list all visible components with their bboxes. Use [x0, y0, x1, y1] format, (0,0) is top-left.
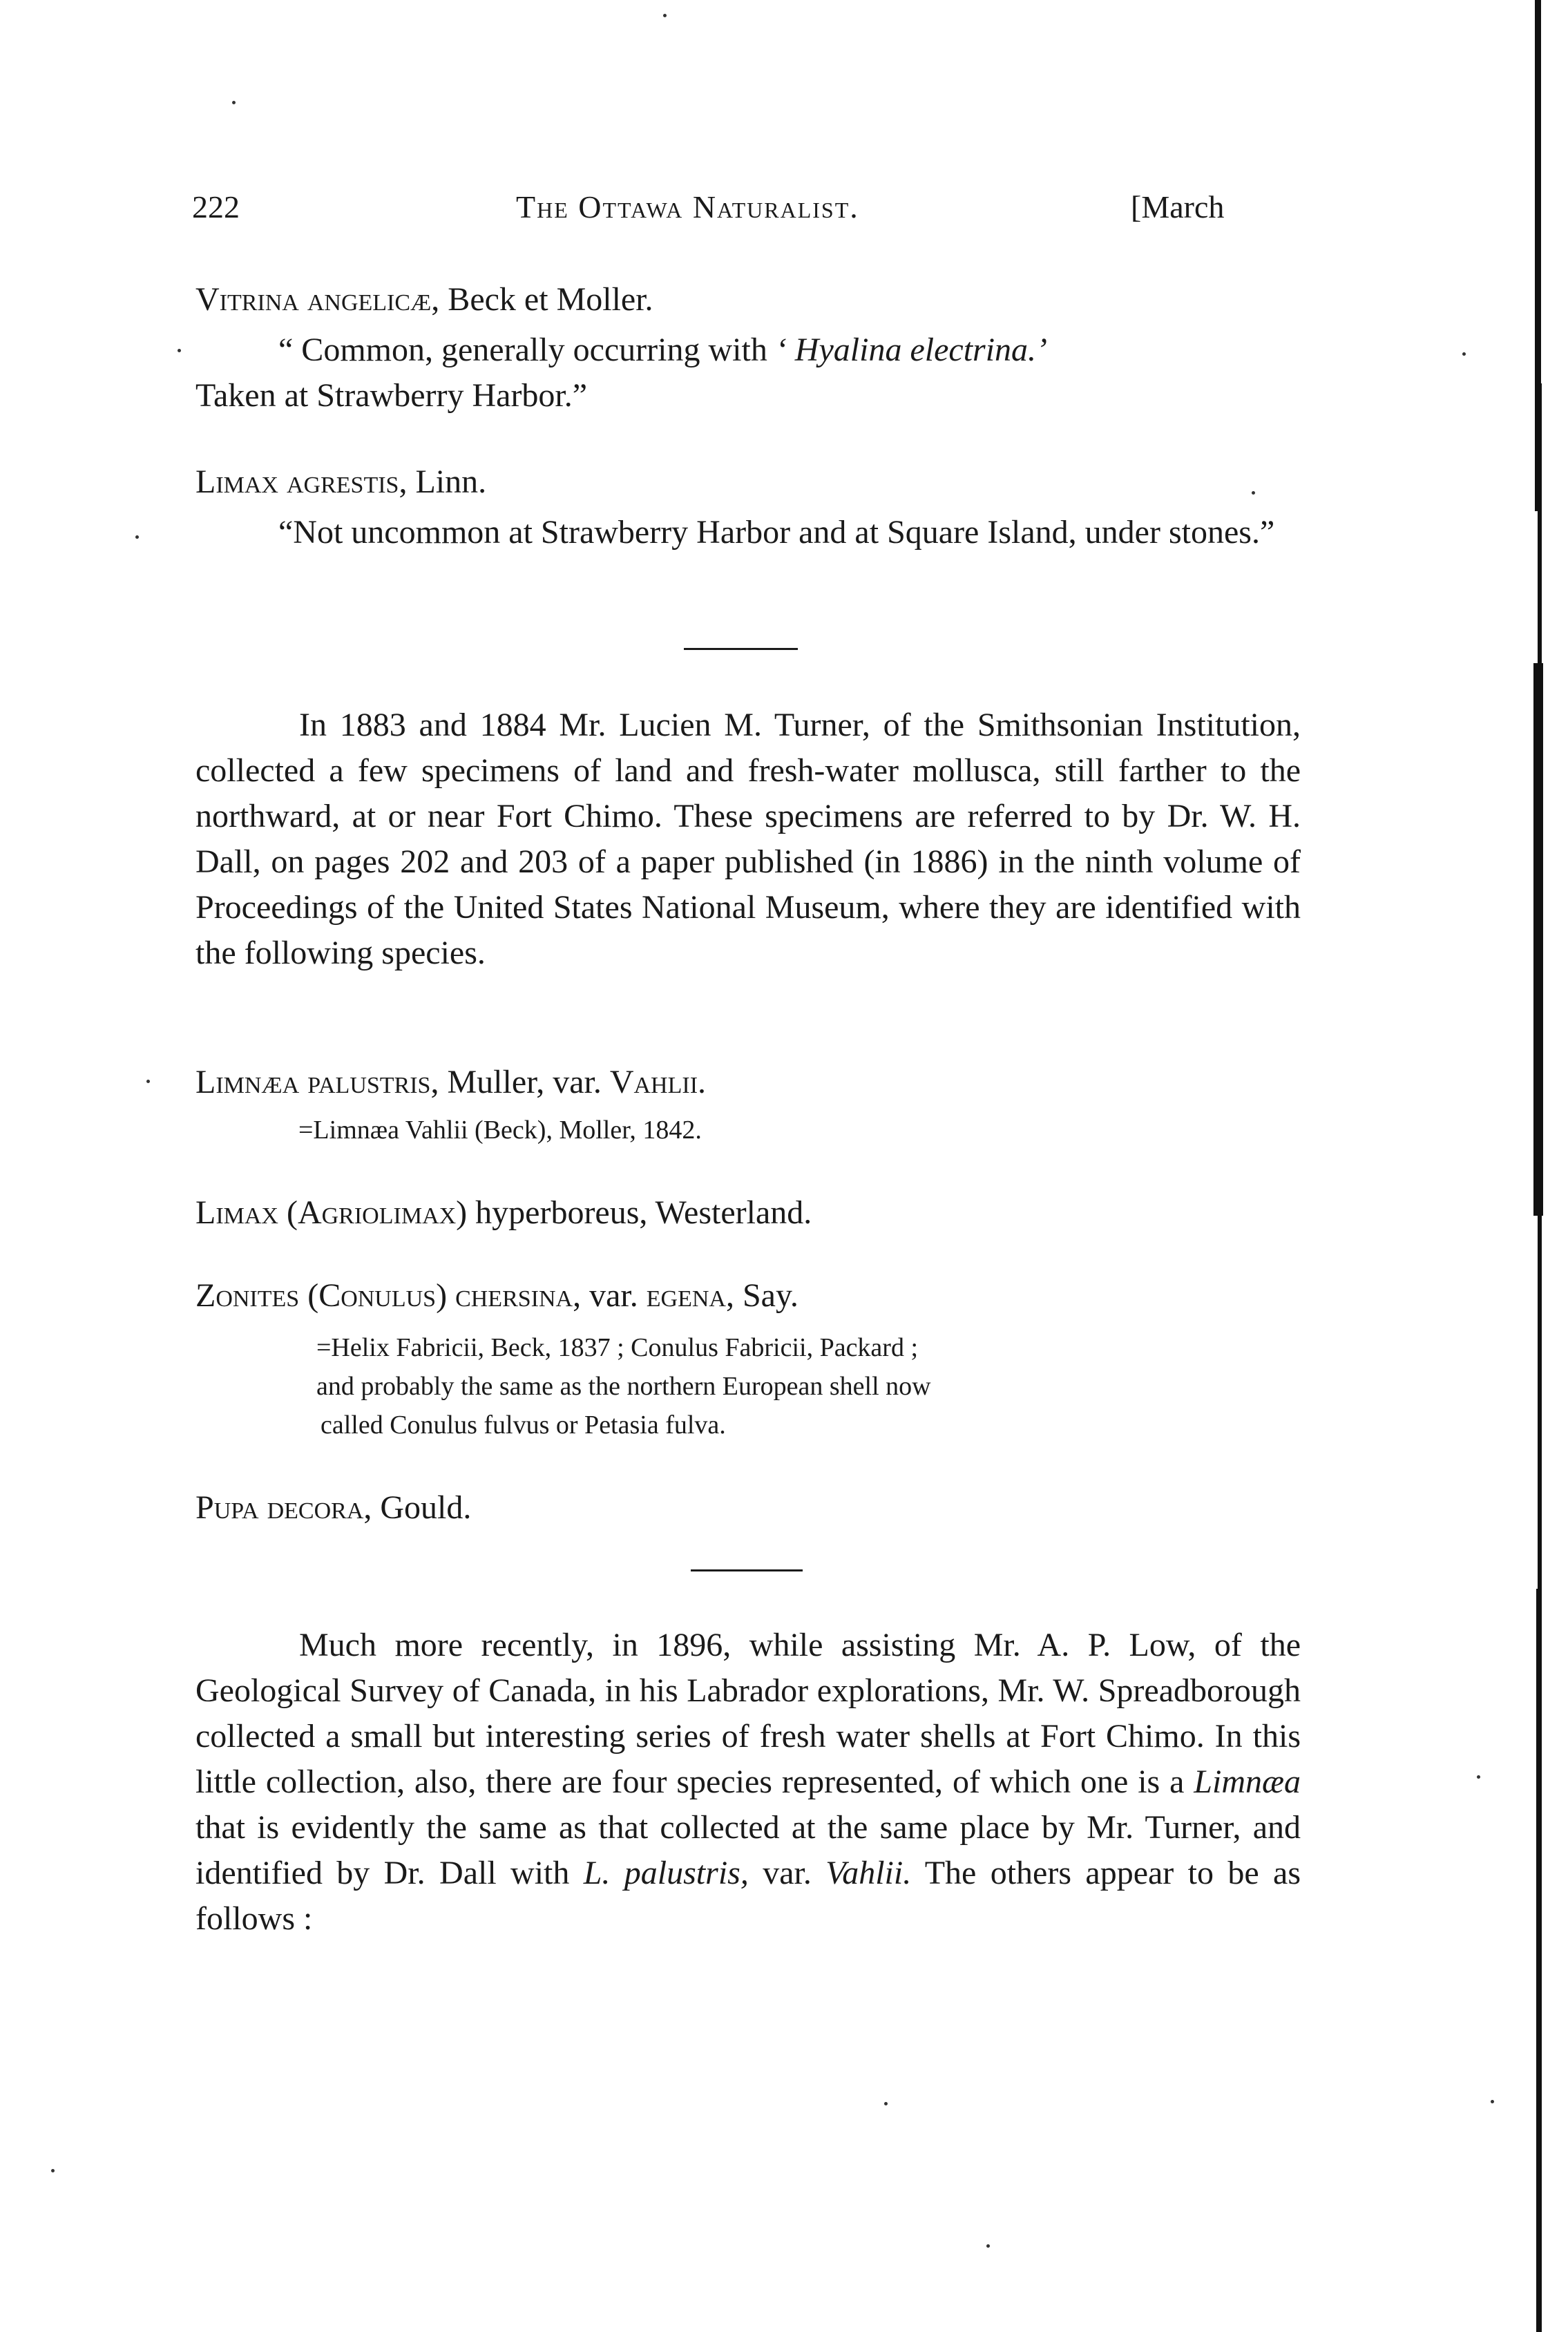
- scan-speck: [986, 2244, 990, 2248]
- paragraph-italic: Limnæa: [1194, 1764, 1301, 1800]
- scan-speck: [232, 101, 236, 104]
- header-month: [March: [1131, 189, 1225, 224]
- species-authority: Linn.: [407, 463, 487, 500]
- scan-speck: [1462, 352, 1466, 356]
- scan-speck: [1252, 491, 1255, 495]
- quote-italic: ‘ Hyalina electrina.’: [775, 332, 1048, 368]
- scan-speck: [51, 2169, 55, 2172]
- paragraph-text: The others appear to be as follows :: [195, 1855, 1301, 1937]
- species-name: Limax: [195, 1194, 278, 1231]
- journal-title: The Ottawa Naturalist.: [516, 189, 859, 224]
- scan-speck: [178, 349, 181, 352]
- species-name: Zonites: [195, 1277, 300, 1314]
- species-name: Limax agrestis,: [195, 463, 408, 500]
- quote-line: Taken at Strawberry Harbor.”: [195, 377, 588, 414]
- species-authority: Gould.: [372, 1489, 472, 1526]
- synonym-line: called Conulus fulvus or Petasia fulva.: [321, 1411, 726, 1440]
- scan-speck: [884, 2102, 888, 2105]
- species-heading: [195, 1275, 799, 1317]
- paragraph-text: that is evidently the same as that collected at the same place by Mr. Turner, and identified by Dr. Dall with: [195, 1809, 1301, 1891]
- paragraph-text: var.: [748, 1855, 826, 1891]
- species-name: Pupa decora,: [195, 1489, 372, 1526]
- quote-line: [195, 327, 1301, 373]
- species-heading: [195, 279, 653, 321]
- section-rule: [684, 648, 798, 650]
- species-quote: [195, 327, 1301, 419]
- scan-speck: [135, 535, 139, 539]
- species-authority: var.: [581, 1277, 647, 1314]
- species-heading: [195, 1487, 471, 1529]
- species-heading: [195, 1062, 706, 1103]
- synonym-line: =Limnæa Vahlii (Beck), Moller, 1842.: [298, 1116, 702, 1145]
- scan-speck: [146, 1080, 150, 1083]
- synonym-line: and probably the same as the northern European shell now: [316, 1372, 931, 1401]
- species-authority: Muller, var.: [439, 1064, 610, 1100]
- section-rule: [691, 1569, 803, 1571]
- species-quote: “Not uncommon at Strawberry Harbor and at Square Island, under stones.”: [278, 514, 1275, 551]
- species-heading: [195, 1192, 812, 1234]
- paragraph-italic: L. palustris,: [583, 1855, 749, 1891]
- species-authority: Beck et Moller.: [439, 281, 653, 318]
- species-variety: Vahlii.: [609, 1064, 707, 1100]
- species-heading: [195, 461, 486, 503]
- species-subgenus: (Agriolimax): [278, 1194, 468, 1231]
- scan-speck: [1477, 1775, 1480, 1779]
- species-authority: Say.: [734, 1277, 799, 1314]
- species-subgenus: (Conulus) chersina,: [299, 1277, 582, 1314]
- paragraph-text: Much more recently, in 1896, while assisting Mr. A. P. Low, of the Geological Survey of Canada, in his Labrador explorations, Mr. W. Spreadborough collected a small but interesting series of fresh water shells at Fort Chimo. In this little collection, also, there are four species represented, of which one is a: [195, 1627, 1301, 1800]
- scan-speck: [1491, 2100, 1494, 2103]
- species-variety: egena,: [646, 1277, 734, 1314]
- synonym-line: =Helix Fabricii, Beck, 1837 ; Conulus Fabricii, Packard ;: [316, 1333, 919, 1362]
- page-number: 222: [192, 189, 240, 224]
- species-name: Limnæa palustris,: [195, 1064, 439, 1100]
- binding-edge-shadow: [1533, 663, 1543, 1216]
- quote-text: “ Common, generally occurring with: [278, 332, 776, 368]
- body-paragraph: In 1883 and 1884 Mr. Lucien M. Turner, of the Smithsonian Institution, collected a few specimens of land and fresh-water mollusca, still farther to the northward, at or near Fort Chimo. These specimens are referred to by Dr. W. H. Dall, on pages 202 and 203 of a paper published (in 1886) in the ninth volume of Proceedings of the United States National Museum, where they are identified with the following species.: [195, 707, 1301, 971]
- body-paragraph: [195, 1623, 1301, 1942]
- binding-edge-shadow: [1536, 1589, 1542, 2332]
- species-authority: hyperboreus, Westerland.: [467, 1194, 812, 1231]
- scan-speck: [663, 14, 667, 17]
- species-name: Vitrina angelicæ,: [195, 281, 440, 318]
- paragraph-italic: Vahlii.: [825, 1855, 912, 1891]
